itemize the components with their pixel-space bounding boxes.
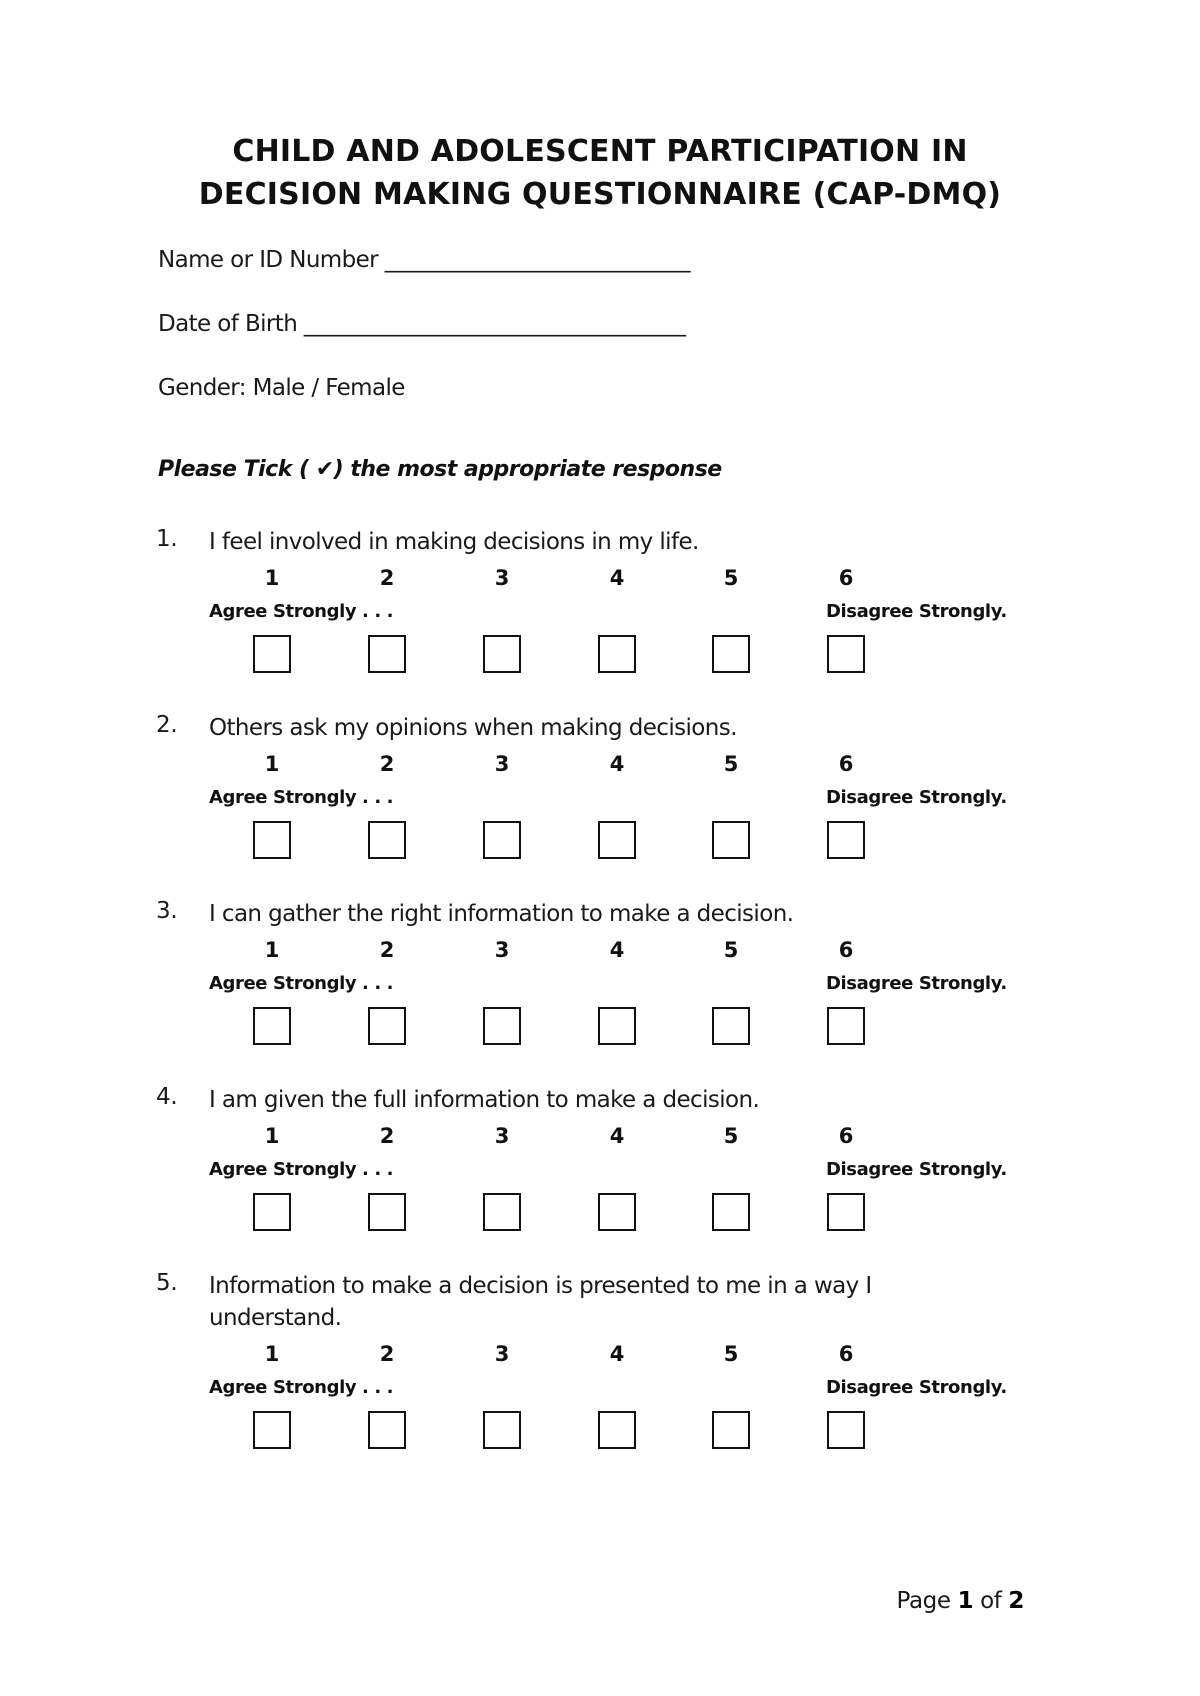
- scale-number-2: 2: [379, 938, 395, 962]
- checkbox-q5-option-1[interactable]: [253, 1411, 291, 1449]
- checkbox-q4-option-1[interactable]: [253, 1193, 291, 1231]
- question-text: I can gather the right information to make a decision.: [209, 901, 794, 927]
- checkbox-q5-option-3[interactable]: [483, 1411, 521, 1449]
- current-page: 1: [957, 1588, 974, 1614]
- page-word: Page: [896, 1588, 951, 1614]
- checkbox-q5-option-5[interactable]: [712, 1411, 750, 1449]
- rating-scale: [0, 752, 1200, 872]
- scale-number-6: 6: [838, 938, 854, 962]
- disagree-strongly-label: Disagree Strongly.: [826, 1159, 1007, 1180]
- scale-number-2: 2: [379, 566, 395, 590]
- scale-number-2: 2: [379, 1342, 395, 1366]
- total-pages: 2: [1008, 1588, 1024, 1614]
- question-3: [0, 898, 1200, 1088]
- scale-number-5: 5: [723, 752, 739, 776]
- name-id-field[interactable]: Name or ID Number ____________________________: [158, 247, 690, 273]
- scale-number-4: 4: [609, 566, 625, 590]
- scale-number-5: 5: [723, 1124, 739, 1148]
- checkbox-q4-option-5[interactable]: [712, 1193, 750, 1231]
- checkbox-q2-option-2[interactable]: [368, 821, 406, 859]
- scale-number-6: 6: [838, 566, 854, 590]
- checkbox-q3-option-1[interactable]: [253, 1007, 291, 1045]
- page-footer: [897, 1588, 1024, 1614]
- gender-field[interactable]: Gender: Male / Female: [158, 375, 405, 401]
- checkbox-q3-option-6[interactable]: [827, 1007, 865, 1045]
- rating-scale: [0, 566, 1200, 686]
- scale-number-2: 2: [379, 1124, 395, 1148]
- checkbox-q2-option-3[interactable]: [483, 821, 521, 859]
- scale-number-4: 4: [609, 752, 625, 776]
- question-number: 3.: [156, 898, 178, 924]
- checkbox-q2-option-4[interactable]: [598, 821, 636, 859]
- scale-number-5: 5: [723, 566, 739, 590]
- question-number: 2.: [156, 712, 178, 738]
- scale-number-3: 3: [494, 566, 510, 590]
- checkbox-q4-option-3[interactable]: [483, 1193, 521, 1231]
- question-text: Others ask my opinions when making decisions.: [209, 715, 737, 741]
- checkbox-q5-option-4[interactable]: [598, 1411, 636, 1449]
- checkbox-q5-option-2[interactable]: [368, 1411, 406, 1449]
- checkbox-q1-option-6[interactable]: [827, 635, 865, 673]
- question-4: [0, 1084, 1200, 1274]
- disagree-strongly-label: Disagree Strongly.: [826, 787, 1007, 808]
- question-text: I am given the full information to make a decision.: [209, 1087, 760, 1113]
- checkbox-q1-option-1[interactable]: [253, 635, 291, 673]
- checkbox-q5-option-6[interactable]: [827, 1411, 865, 1449]
- title-line-2: DECISION MAKING QUESTIONNAIRE (CAP-DMQ): [198, 177, 1002, 212]
- instructions: Please Tick ( ✔) the most appropriate response: [158, 457, 722, 482]
- agree-strongly-label: Agree Strongly . . .: [209, 1377, 394, 1398]
- scale-number-4: 4: [609, 938, 625, 962]
- question-number: 1.: [156, 526, 178, 552]
- checkbox-q2-option-5[interactable]: [712, 821, 750, 859]
- question-text: I feel involved in making decisions in my life.: [209, 529, 699, 555]
- checkbox-q4-option-2[interactable]: [368, 1193, 406, 1231]
- checkbox-q3-option-3[interactable]: [483, 1007, 521, 1045]
- question-5: [0, 1270, 1200, 1460]
- checkbox-q3-option-2[interactable]: [368, 1007, 406, 1045]
- question-number: 5.: [156, 1270, 178, 1296]
- scale-number-3: 3: [494, 1124, 510, 1148]
- scale-number-5: 5: [723, 938, 739, 962]
- checkbox-q4-option-4[interactable]: [598, 1193, 636, 1231]
- scale-number-1: 1: [264, 938, 280, 962]
- scale-number-3: 3: [494, 752, 510, 776]
- question-text: Information to make a decision is presented to me in a way I understand.: [209, 1273, 872, 1331]
- scale-number-6: 6: [838, 1342, 854, 1366]
- rating-scale: [0, 938, 1200, 1058]
- checkbox-q1-option-4[interactable]: [598, 635, 636, 673]
- scale-number-1: 1: [264, 1124, 280, 1148]
- scale-number-3: 3: [494, 1342, 510, 1366]
- rating-scale: [0, 1342, 1200, 1462]
- checkbox-q3-option-5[interactable]: [712, 1007, 750, 1045]
- scale-number-5: 5: [723, 1342, 739, 1366]
- date-of-birth-field[interactable]: Date of Birth ___________________________________: [158, 311, 686, 337]
- checkbox-q2-option-6[interactable]: [827, 821, 865, 859]
- checkbox-q3-option-4[interactable]: [598, 1007, 636, 1045]
- question-number: 4.: [156, 1084, 178, 1110]
- of-word: of: [980, 1588, 1002, 1614]
- question-2: [0, 712, 1200, 902]
- disagree-strongly-label: Disagree Strongly.: [826, 1377, 1007, 1398]
- disagree-strongly-label: Disagree Strongly.: [826, 601, 1007, 622]
- agree-strongly-label: Agree Strongly . . .: [209, 787, 394, 808]
- title-line-1: CHILD AND ADOLESCENT PARTICIPATION IN: [232, 134, 968, 169]
- question-1: [0, 526, 1200, 716]
- agree-strongly-label: Agree Strongly . . .: [209, 973, 394, 994]
- scale-number-4: 4: [609, 1342, 625, 1366]
- scale-number-3: 3: [494, 938, 510, 962]
- checkbox-q1-option-5[interactable]: [712, 635, 750, 673]
- scale-number-6: 6: [838, 752, 854, 776]
- scale-number-2: 2: [379, 752, 395, 776]
- checkbox-q1-option-3[interactable]: [483, 635, 521, 673]
- rating-scale: [0, 1124, 1200, 1244]
- scale-number-1: 1: [264, 566, 280, 590]
- agree-strongly-label: Agree Strongly . . .: [209, 601, 394, 622]
- scale-number-1: 1: [264, 752, 280, 776]
- checkbox-q1-option-2[interactable]: [368, 635, 406, 673]
- scale-number-6: 6: [838, 1124, 854, 1148]
- page-title: [0, 130, 1200, 216]
- checkbox-q4-option-6[interactable]: [827, 1193, 865, 1231]
- scale-number-4: 4: [609, 1124, 625, 1148]
- checkbox-q2-option-1[interactable]: [253, 821, 291, 859]
- agree-strongly-label: Agree Strongly . . .: [209, 1159, 394, 1180]
- disagree-strongly-label: Disagree Strongly.: [826, 973, 1007, 994]
- scale-number-1: 1: [264, 1342, 280, 1366]
